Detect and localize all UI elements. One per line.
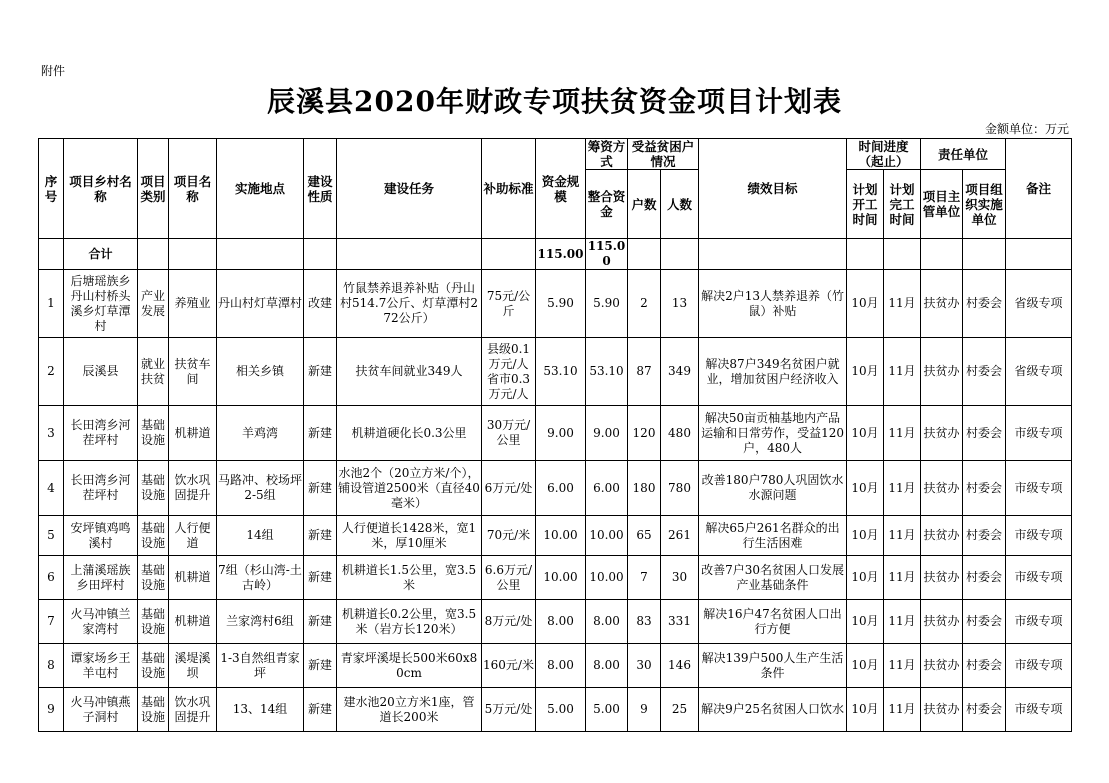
cell-location: 13、14组 [217, 688, 304, 732]
cell-nature: 新建 [304, 461, 337, 516]
cell-remark: 市级专项 [1006, 688, 1072, 732]
cell-nature: 新建 [304, 406, 337, 461]
cell-seq: 2 [39, 338, 64, 406]
col-beneficiaries: 受益贫困户情况 [628, 139, 699, 170]
cell-organizer: 村委会 [963, 644, 1006, 688]
col-responsible: 责任单位 [921, 139, 1006, 170]
col-funding-method: 筹资方式 [586, 139, 628, 170]
cell-task: 水池2个（20立方米/个），铺设管道2500米（直径40毫米） [337, 461, 482, 516]
cell-people: 349 [661, 338, 699, 406]
col-end: 计划完工时间 [884, 170, 921, 239]
cell-start: 10月 [847, 556, 884, 600]
amount-unit: 金额单位：万元 [984, 122, 1069, 136]
table-row [39, 516, 1072, 556]
cell-people: 480 [661, 406, 699, 461]
cell-name: 养殖业 [169, 270, 217, 338]
cell-organizer: 村委会 [963, 688, 1006, 732]
page-title: 辰溪县2020年财政专项扶贫资金项目计划表 [267, 85, 842, 118]
table-row [39, 270, 1072, 338]
cell-seq: 4 [39, 461, 64, 516]
cell-task: 扶贫车间就业349人 [337, 338, 482, 406]
cell-seq: 6 [39, 556, 64, 600]
cell-households: 30 [628, 644, 661, 688]
cell-end: 11月 [884, 644, 921, 688]
cell-end: 11月 [884, 556, 921, 600]
cell-standard: 5万元/处 [482, 688, 536, 732]
table-row [39, 644, 1072, 688]
cell-integrated: 6.00 [586, 461, 628, 516]
cell-lead: 扶贫办 [921, 406, 963, 461]
cell-organizer: 村委会 [963, 556, 1006, 600]
cell-integrated: 10.00 [586, 556, 628, 600]
cell-goal: 改善7户30名贫困人口发展产业基础条件 [699, 556, 847, 600]
cell-seq: 8 [39, 644, 64, 688]
cell-location: 14组 [217, 516, 304, 556]
cell-goal: 解决139户500人生产生活条件 [699, 644, 847, 688]
cell-integrated: 10.00 [586, 516, 628, 556]
cell-standard: 6万元/处 [482, 461, 536, 516]
cell-organizer: 村委会 [963, 461, 1006, 516]
cell-village: 火马冲镇兰家湾村 [64, 600, 138, 644]
cell-organizer: 村委会 [963, 270, 1006, 338]
cell-location: 相关乡镇 [217, 338, 304, 406]
col-name: 项目名称 [169, 139, 217, 239]
cell-scale: 5.00 [536, 688, 586, 732]
cell-standard: 县级0.1万元/人省市0.3万元/人 [482, 338, 536, 406]
cell-name: 机耕道 [169, 556, 217, 600]
cell-standard: 8万元/处 [482, 600, 536, 644]
cell-village: 火马冲镇燕子洞村 [64, 688, 138, 732]
cell-task: 机耕道硬化长0.3公里 [337, 406, 482, 461]
col-location: 实施地点 [217, 139, 304, 239]
col-remark: 备注 [1006, 139, 1072, 239]
cell-lead: 扶贫办 [921, 644, 963, 688]
cell-name: 溪堤溪坝 [169, 644, 217, 688]
cell-goal: 解决50亩贡柚基地内产品运输和日常劳作，受益120户，480人 [699, 406, 847, 461]
cell-name: 饮水巩固提升 [169, 688, 217, 732]
cell-nature: 改建 [304, 270, 337, 338]
cell-lead: 扶贫办 [921, 556, 963, 600]
cell-remark: 市级专项 [1006, 516, 1072, 556]
col-category: 项目类别 [138, 139, 169, 239]
cell-category: 基础设施 [138, 688, 169, 732]
col-seq: 序号 [39, 139, 64, 239]
cell-lead: 扶贫办 [921, 516, 963, 556]
cell-start: 10月 [847, 600, 884, 644]
cell-remark: 市级专项 [1006, 644, 1072, 688]
cell-task: 人行便道长1428米，宽1米，厚10厘米 [337, 516, 482, 556]
cell-start: 10月 [847, 516, 884, 556]
col-schedule: 时间进度（起止） [847, 139, 921, 170]
cell-scale: 5.90 [536, 270, 586, 338]
col-lead: 项目主管单位 [921, 170, 963, 239]
cell-households: 120 [628, 406, 661, 461]
cell-end: 11月 [884, 406, 921, 461]
cell-households: 7 [628, 556, 661, 600]
cell-category: 基础设施 [138, 556, 169, 600]
cell-goal: 解决9户25名贫困人口饮水 [699, 688, 847, 732]
cell-seq: 5 [39, 516, 64, 556]
cell-nature: 新建 [304, 600, 337, 644]
attachment-label: 附件 [41, 64, 66, 78]
cell-nature: 新建 [304, 644, 337, 688]
table-row [39, 406, 1072, 461]
table-row [39, 461, 1072, 516]
cell-nature: 新建 [304, 556, 337, 600]
cell-goal: 解决16户47名贫困人口出行方便 [699, 600, 847, 644]
cell-people: 780 [661, 461, 699, 516]
cell-task: 竹鼠禁养退养补贴（丹山村514.7公斤、灯草潭村272公斤） [337, 270, 482, 338]
cell-goal: 解决87户349名贫困户就业，增加贫困户经济收入 [699, 338, 847, 406]
cell-seq: 3 [39, 406, 64, 461]
total-scale: 115.00 [536, 239, 586, 270]
cell-name: 人行便道 [169, 516, 217, 556]
project-plan-table [38, 138, 1072, 732]
cell-start: 10月 [847, 270, 884, 338]
cell-start: 10月 [847, 461, 884, 516]
cell-end: 11月 [884, 600, 921, 644]
cell-integrated: 8.00 [586, 644, 628, 688]
cell-lead: 扶贫办 [921, 461, 963, 516]
cell-organizer: 村委会 [963, 338, 1006, 406]
cell-households: 2 [628, 270, 661, 338]
cell-households: 65 [628, 516, 661, 556]
total-label: 合计 [64, 239, 138, 270]
col-organizer: 项目组织实施单位 [963, 170, 1006, 239]
cell-location: 兰家湾村6组 [217, 600, 304, 644]
cell-goal: 解决2户13人禁养退养（竹鼠）补贴 [699, 270, 847, 338]
cell-start: 10月 [847, 644, 884, 688]
col-people: 人数 [661, 170, 699, 239]
cell-lead: 扶贫办 [921, 270, 963, 338]
cell-task: 机耕道长1.5公里，宽3.5米 [337, 556, 482, 600]
cell-people: 331 [661, 600, 699, 644]
table-row [39, 556, 1072, 600]
cell-people: 13 [661, 270, 699, 338]
cell-goal: 解决65户261名群众的出行生活困难 [699, 516, 847, 556]
cell-nature: 新建 [304, 688, 337, 732]
cell-seq: 9 [39, 688, 64, 732]
cell-end: 11月 [884, 688, 921, 732]
cell-category: 基础设施 [138, 644, 169, 688]
total-row [39, 239, 1072, 270]
cell-end: 11月 [884, 270, 921, 338]
cell-scale: 6.00 [536, 461, 586, 516]
cell-integrated: 5.90 [586, 270, 628, 338]
cell-village: 谭家场乡王羊屯村 [64, 644, 138, 688]
cell-seq: 7 [39, 600, 64, 644]
cell-lead: 扶贫办 [921, 688, 963, 732]
cell-start: 10月 [847, 406, 884, 461]
cell-task: 建水池20立方米1座，管道长200米 [337, 688, 482, 732]
cell-integrated: 9.00 [586, 406, 628, 461]
cell-start: 10月 [847, 688, 884, 732]
cell-name: 饮水巩固提升 [169, 461, 217, 516]
cell-people: 30 [661, 556, 699, 600]
cell-scale: 10.00 [536, 556, 586, 600]
cell-category: 基础设施 [138, 516, 169, 556]
cell-scale: 10.00 [536, 516, 586, 556]
cell-scale: 8.00 [536, 600, 586, 644]
cell-task: 青家坪溪堤长500米60x80cm [337, 644, 482, 688]
cell-integrated: 53.10 [586, 338, 628, 406]
col-task: 建设任务 [337, 139, 482, 239]
cell-standard: 75元/公斤 [482, 270, 536, 338]
cell-name: 机耕道 [169, 406, 217, 461]
table-row [39, 600, 1072, 644]
cell-organizer: 村委会 [963, 516, 1006, 556]
cell-category: 产业发展 [138, 270, 169, 338]
cell-standard: 30万元/公里 [482, 406, 536, 461]
cell-village: 安坪镇鸡鸣溪村 [64, 516, 138, 556]
cell-integrated: 5.00 [586, 688, 628, 732]
col-scale: 资金规模 [536, 139, 586, 239]
cell-remark: 市级专项 [1006, 556, 1072, 600]
cell-location: 羊鸡湾 [217, 406, 304, 461]
cell-name: 机耕道 [169, 600, 217, 644]
cell-people: 261 [661, 516, 699, 556]
col-standard: 补助标准 [482, 139, 536, 239]
cell-end: 11月 [884, 516, 921, 556]
cell-households: 180 [628, 461, 661, 516]
col-integrated: 整合资金 [586, 170, 628, 239]
cell-standard: 70元/米 [482, 516, 536, 556]
col-nature: 建设性质 [304, 139, 337, 239]
cell-scale: 9.00 [536, 406, 586, 461]
cell-category: 基础设施 [138, 406, 169, 461]
cell-goal: 改善180户780人巩固饮水水源问题 [699, 461, 847, 516]
cell-location: 马路冲、校场坪2-5组 [217, 461, 304, 516]
cell-households: 83 [628, 600, 661, 644]
col-goal: 绩效目标 [699, 139, 847, 239]
cell-lead: 扶贫办 [921, 600, 963, 644]
cell-organizer: 村委会 [963, 600, 1006, 644]
cell-organizer: 村委会 [963, 406, 1006, 461]
cell-seq: 1 [39, 270, 64, 338]
cell-category: 就业扶贫 [138, 338, 169, 406]
cell-standard: 160元/米 [482, 644, 536, 688]
cell-scale: 8.00 [536, 644, 586, 688]
cell-remark: 市级专项 [1006, 461, 1072, 516]
cell-standard: 6.6万元/公里 [482, 556, 536, 600]
cell-remark: 省级专项 [1006, 338, 1072, 406]
cell-people: 25 [661, 688, 699, 732]
cell-remark: 市级专项 [1006, 600, 1072, 644]
cell-category: 基础设施 [138, 600, 169, 644]
cell-village: 上蒲溪瑶族乡田坪村 [64, 556, 138, 600]
cell-integrated: 8.00 [586, 600, 628, 644]
cell-nature: 新建 [304, 516, 337, 556]
total-integrated: 115.00 [586, 239, 628, 270]
cell-task: 机耕道长0.2公里，宽3.5米（岩方长120米） [337, 600, 482, 644]
cell-start: 10月 [847, 338, 884, 406]
cell-end: 11月 [884, 338, 921, 406]
cell-households: 9 [628, 688, 661, 732]
col-households: 户数 [628, 170, 661, 239]
cell-nature: 新建 [304, 338, 337, 406]
cell-households: 87 [628, 338, 661, 406]
cell-location: 7组（杉山湾-土古岭） [217, 556, 304, 600]
cell-remark: 市级专项 [1006, 406, 1072, 461]
cell-lead: 扶贫办 [921, 338, 963, 406]
cell-location: 丹山村灯草潭村 [217, 270, 304, 338]
col-village: 项目乡村名称 [64, 139, 138, 239]
cell-end: 11月 [884, 461, 921, 516]
cell-remark: 省级专项 [1006, 270, 1072, 338]
cell-scale: 53.10 [536, 338, 586, 406]
cell-village: 长田湾乡河茬坪村 [64, 461, 138, 516]
table-row [39, 688, 1072, 732]
cell-name: 扶贫车间 [169, 338, 217, 406]
table-row [39, 338, 1072, 406]
col-start: 计划开工时间 [847, 170, 884, 239]
cell-location: 1-3自然组青家坪 [217, 644, 304, 688]
cell-village: 长田湾乡河茬坪村 [64, 406, 138, 461]
cell-village: 辰溪县 [64, 338, 138, 406]
cell-category: 基础设施 [138, 461, 169, 516]
cell-people: 146 [661, 644, 699, 688]
cell-village: 后塘瑶族乡丹山村桥头溪乡灯草潭村 [64, 270, 138, 338]
